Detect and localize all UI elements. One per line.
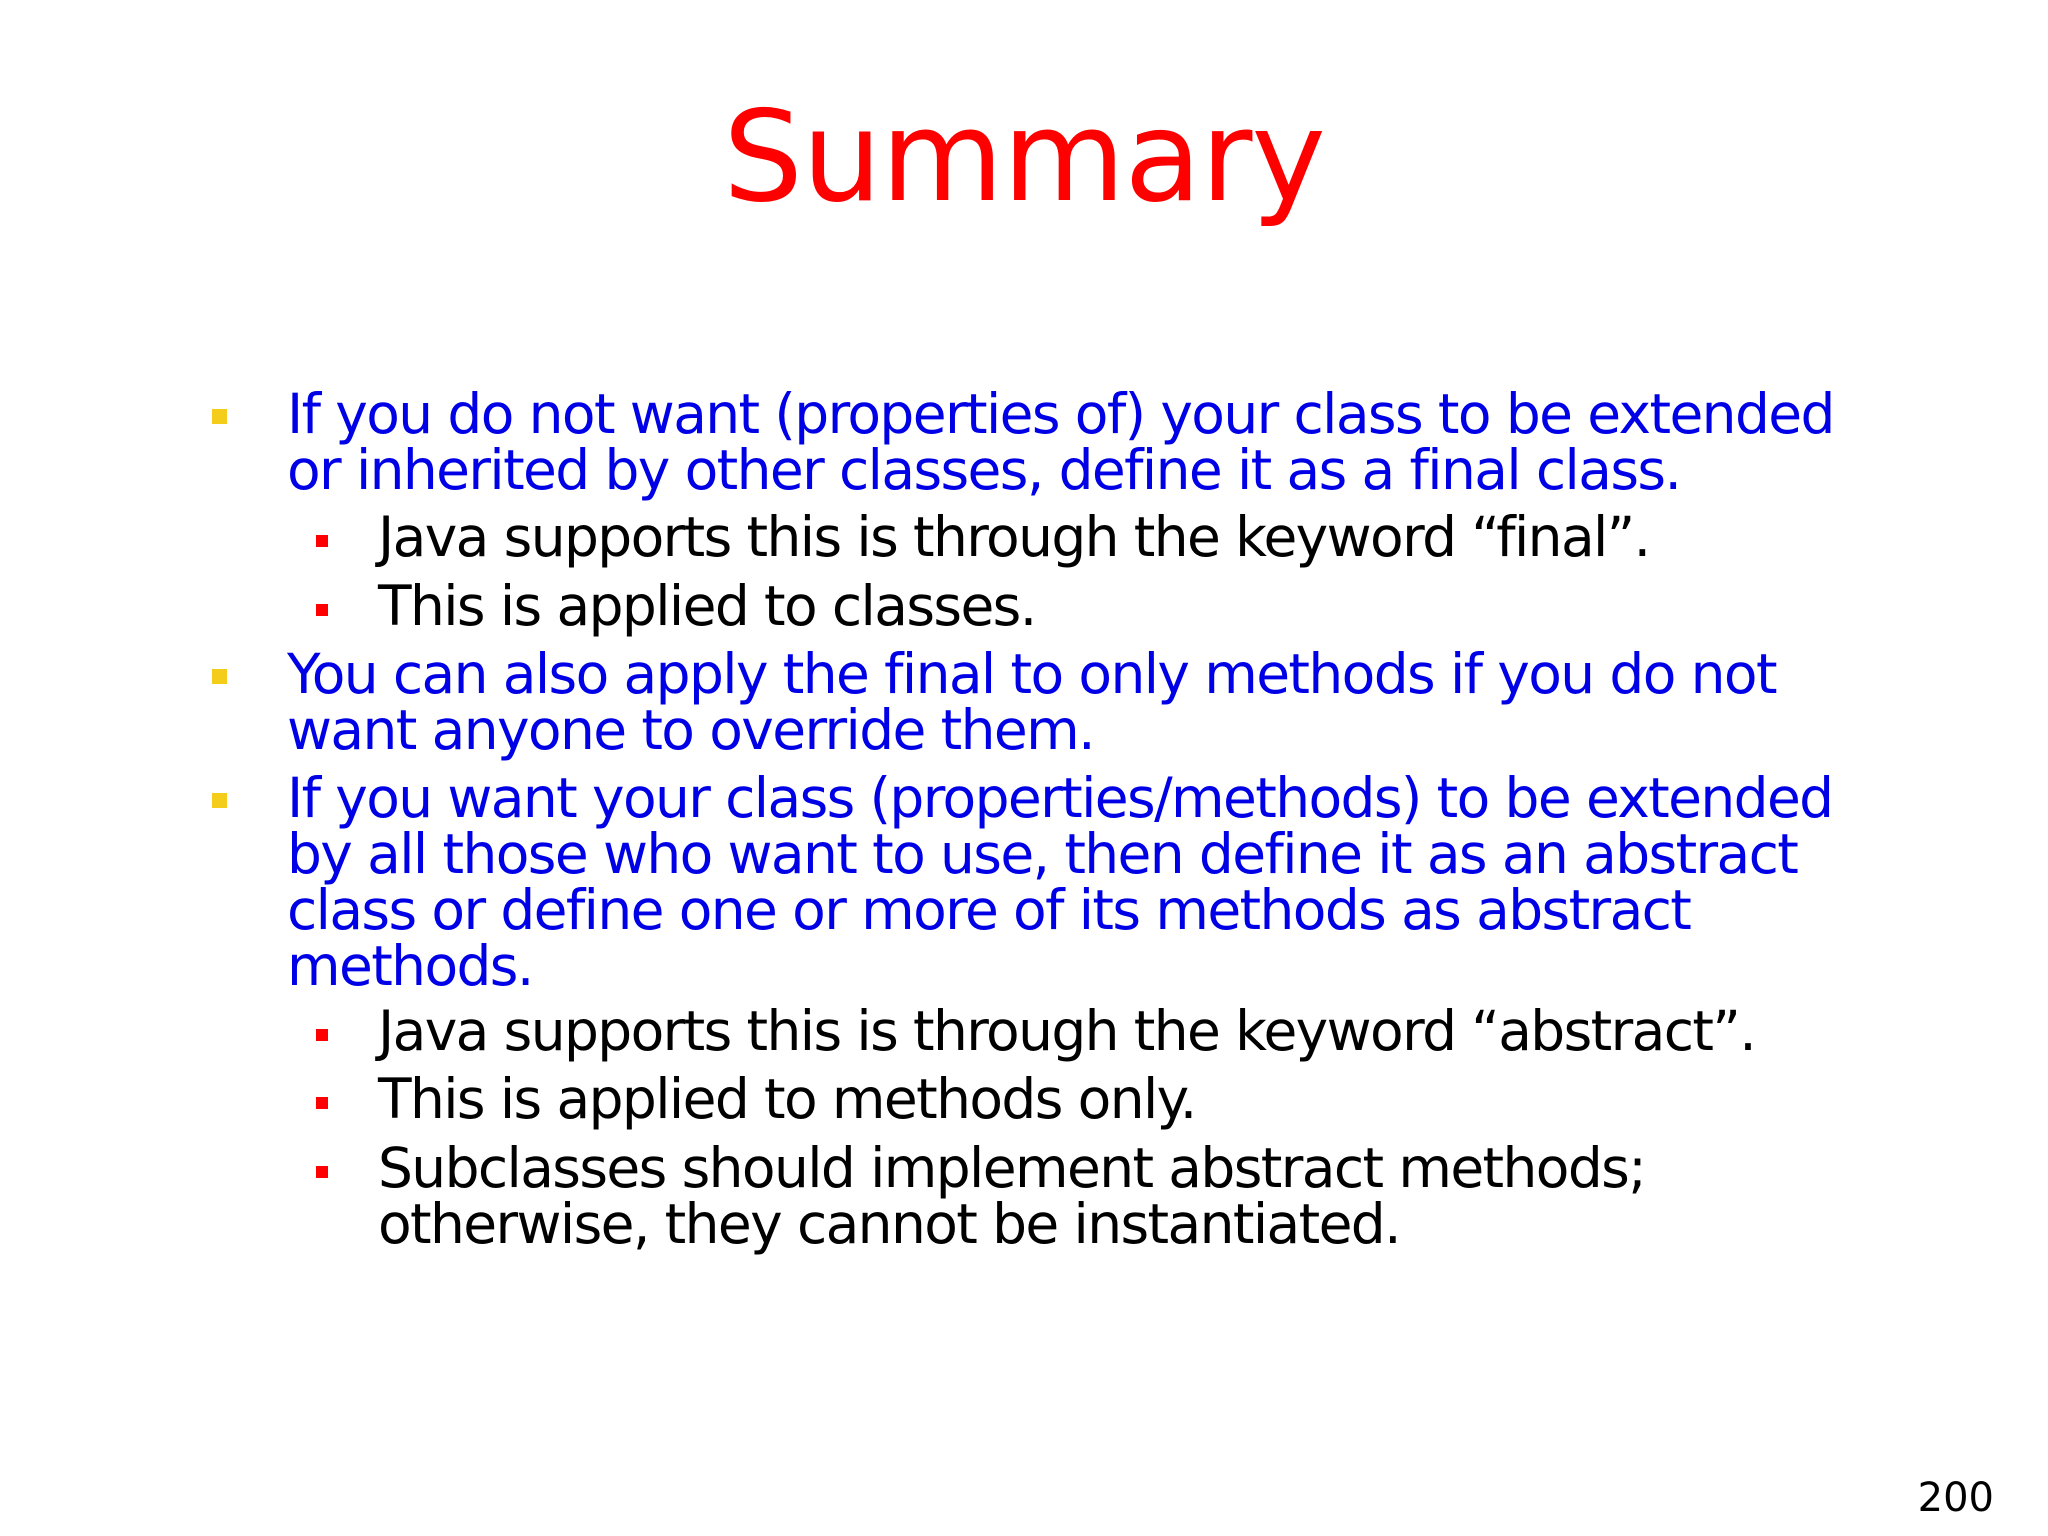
sub-bullet-item xyxy=(378,1136,1828,1256)
sub-bullet-text: Subclasses should implement abstract methods; otherwise, they cannot be instantiated. xyxy=(378,1136,1646,1256)
sub-bullet-text: Java supports this is through the keyword “abstract”. xyxy=(378,999,1756,1063)
square-bullet-icon xyxy=(316,1029,328,1041)
bullet-item xyxy=(287,642,1867,762)
bullet-item xyxy=(287,766,1867,998)
sub-bullet-text: Java supports this is through the keyword “final”. xyxy=(378,505,1650,569)
sub-bullet-text: This is applied to methods only. xyxy=(378,1067,1196,1131)
bullet-text: If you do not want (properties of) your class to be extended or inherited by other classes, define it as a final class. xyxy=(287,382,1834,502)
bullet-text: You can also apply the final to only methods if you do not want anyone to override them. xyxy=(287,642,1776,762)
sub-bullet-item xyxy=(378,574,1828,638)
sub-bullet-item xyxy=(378,1067,1828,1131)
bullet-item xyxy=(287,382,1867,502)
sub-bullet-item xyxy=(378,999,1828,1063)
slide-title: Summary xyxy=(723,83,1325,230)
square-bullet-icon xyxy=(316,1166,328,1178)
square-bullet-icon xyxy=(212,669,227,684)
square-bullet-icon xyxy=(316,604,328,616)
square-bullet-icon xyxy=(212,793,227,808)
sub-bullet-item xyxy=(378,505,1828,569)
bullet-text: If you want your class (properties/methods) to be extended by all those who want to use, then define it as an abstract class or define one or more of its methods as abstract methods. xyxy=(287,766,1833,998)
square-bullet-icon xyxy=(316,1097,328,1109)
square-bullet-icon xyxy=(212,409,227,424)
page-number: 200 xyxy=(1917,1475,1994,1521)
sub-bullet-text: This is applied to classes. xyxy=(378,574,1036,638)
square-bullet-icon xyxy=(316,535,328,547)
